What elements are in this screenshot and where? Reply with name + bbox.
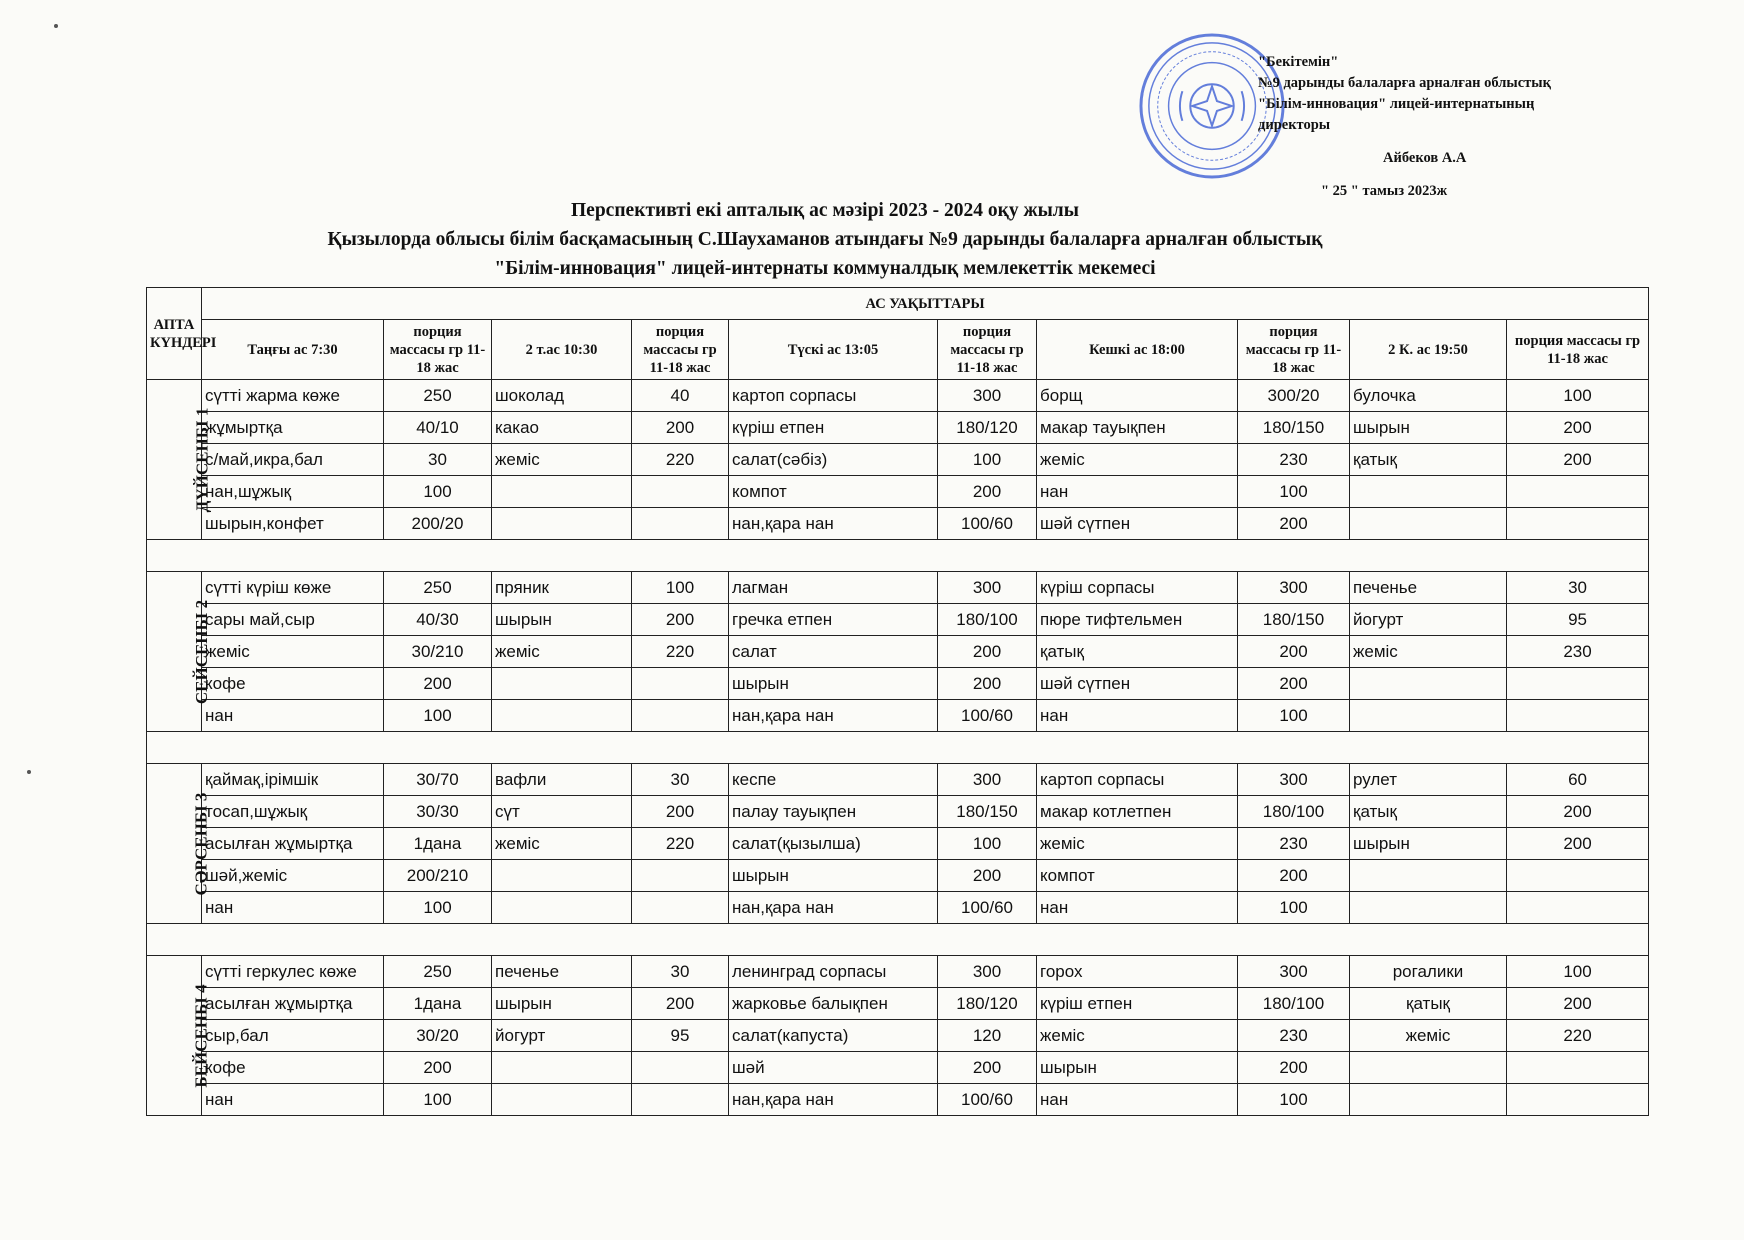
portion-cell: 100/60: [938, 1084, 1037, 1116]
portion-cell: [1507, 668, 1649, 700]
portion-cell: 100: [1238, 892, 1350, 924]
table-row: [147, 1052, 1649, 1084]
portion-cell: 200: [1238, 860, 1350, 892]
dish-cell: рогалики: [1350, 956, 1507, 988]
day-separator-row: [147, 924, 1649, 956]
portion-cell: 180/100: [1238, 988, 1350, 1020]
dish-cell: ленинград сорпасы: [729, 956, 938, 988]
portion-cell: 40/10: [384, 412, 492, 444]
dish-cell: [492, 892, 632, 924]
portion-cell: 200: [1507, 444, 1649, 476]
scan-speck: [54, 24, 58, 28]
portion-header: порция массасы гр 11-18 жас: [1507, 320, 1649, 380]
dish-cell: нан,қара нан: [729, 892, 938, 924]
portion-cell: 250: [384, 380, 492, 412]
portion-cell: 250: [384, 572, 492, 604]
portion-cell: 300: [938, 764, 1037, 796]
table-row: [147, 860, 1649, 892]
dish-cell: борщ: [1037, 380, 1238, 412]
dish-cell: жеміс: [1037, 1020, 1238, 1052]
portion-cell: [632, 892, 729, 924]
dish-cell: сыр,бал: [202, 1020, 384, 1052]
meal-time-header: Кешкі ас 18:00: [1037, 320, 1238, 380]
approval-block: [1258, 52, 1678, 202]
portion-cell: 200: [1507, 988, 1649, 1020]
table-row: [147, 1020, 1649, 1052]
dish-cell: шырын: [1037, 1052, 1238, 1084]
portion-cell: 300: [938, 572, 1037, 604]
approval-institution: №9 дарынды балаларға арналған облыстық: [1258, 75, 1551, 91]
dish-cell: жеміс: [1350, 1020, 1507, 1052]
portion-cell: 100: [384, 476, 492, 508]
dish-cell: сүт: [492, 796, 632, 828]
dish-cell: [1350, 1052, 1507, 1084]
dish-cell: [492, 476, 632, 508]
portion-cell: 300: [1238, 572, 1350, 604]
portion-cell: 100: [938, 444, 1037, 476]
dish-cell: [1350, 668, 1507, 700]
dish-cell: салат(капуста): [729, 1020, 938, 1052]
portion-cell: [1507, 700, 1649, 732]
portion-cell: 30/210: [384, 636, 492, 668]
scan-speck: [27, 770, 31, 774]
dish-cell: лагман: [729, 572, 938, 604]
dish-cell: кофе: [202, 1052, 384, 1084]
portion-cell: 200: [1507, 828, 1649, 860]
portion-cell: 220: [632, 444, 729, 476]
dish-cell: [1350, 700, 1507, 732]
day-label-cell: [147, 380, 212, 540]
dish-cell: жеміс: [492, 636, 632, 668]
dish-cell: жеміс: [1037, 828, 1238, 860]
title-line-3: "Білім-инновация" лицей-интернаты коммуналдық мемлекеттік мекемесі: [494, 258, 1156, 279]
portion-cell: 1дана: [384, 988, 492, 1020]
portion-cell: 100: [1238, 476, 1350, 508]
portion-cell: 100: [384, 700, 492, 732]
dish-cell: шырын: [492, 988, 632, 1020]
dish-cell: [492, 700, 632, 732]
dish-cell: салат: [729, 636, 938, 668]
portion-cell: 200/20: [384, 508, 492, 540]
dish-cell: нан,қара нан: [729, 508, 938, 540]
dish-cell: печенье: [492, 956, 632, 988]
portion-cell: 200: [1238, 508, 1350, 540]
portion-cell: [632, 668, 729, 700]
portion-cell: 1дана: [384, 828, 492, 860]
dish-cell: палау тауықпен: [729, 796, 938, 828]
dish-cell: макар тауықпен: [1037, 412, 1238, 444]
portion-header: порция массасы гр 11-18 жас: [632, 320, 729, 380]
portion-cell: 100/60: [938, 892, 1037, 924]
dish-cell: асылған жұмыртқа: [202, 988, 384, 1020]
table-row: [147, 828, 1649, 860]
dish-cell: нан: [202, 700, 384, 732]
portion-cell: 200: [938, 668, 1037, 700]
portion-cell: 40: [632, 380, 729, 412]
dish-cell: тосап,шұжық: [202, 796, 384, 828]
dish-cell: пюре тифтельмен: [1037, 604, 1238, 636]
dish-cell: [492, 1052, 632, 1084]
dish-cell: нан: [202, 1084, 384, 1116]
dish-cell: йогурт: [1350, 604, 1507, 636]
portion-cell: 230: [1507, 636, 1649, 668]
dish-cell: күріш етпен: [729, 412, 938, 444]
dish-cell: компот: [729, 476, 938, 508]
title-line-2: Қызылорда облысы білім басқамасының С.Шаухаманов атындағы №9 дарынды балаларға арналған облыстық: [327, 229, 1323, 250]
portion-cell: 95: [632, 1020, 729, 1052]
title-line-1: Перспективті екі апталық ас мәзірі 2023 - 2024 оқу жылы: [571, 200, 1079, 221]
dish-cell: сүтті күріш көже: [202, 572, 384, 604]
table-row: [147, 1084, 1649, 1116]
dish-cell: гречка етпен: [729, 604, 938, 636]
dish-cell: нан,қара нан: [729, 1084, 938, 1116]
portion-cell: 180/150: [938, 796, 1037, 828]
table-row: [147, 636, 1649, 668]
dish-cell: қатық: [1350, 444, 1507, 476]
portion-cell: 200: [632, 988, 729, 1020]
dish-cell: қаймақ,ірімшік: [202, 764, 384, 796]
portion-cell: 200: [384, 668, 492, 700]
dish-cell: сүтті жарма көже: [202, 380, 384, 412]
portion-cell: 220: [632, 828, 729, 860]
dish-cell: [492, 1084, 632, 1116]
portion-cell: [632, 1052, 729, 1084]
dish-cell: нан,шұжық: [202, 476, 384, 508]
day-separator-row: [147, 540, 1649, 572]
approval-position: директоры: [1258, 117, 1331, 133]
dish-cell: салат(қызылша): [729, 828, 938, 860]
dish-cell: печенье: [1350, 572, 1507, 604]
day-label: ДҮЙСЕНБІ 1: [192, 407, 212, 512]
portion-cell: 100: [1238, 1084, 1350, 1116]
dish-cell: шәй,жеміс: [202, 860, 384, 892]
dish-cell: жұмыртқа: [202, 412, 384, 444]
table-row: [147, 668, 1649, 700]
portion-cell: [1507, 476, 1649, 508]
portion-cell: 180/120: [938, 412, 1037, 444]
dish-cell: картоп сорпасы: [1037, 764, 1238, 796]
portion-cell: 180/150: [1238, 604, 1350, 636]
dish-cell: сүтті геркулес көже: [202, 956, 384, 988]
meal-time-header: 2 К. ас 19:50: [1350, 320, 1507, 380]
portion-cell: 100: [632, 572, 729, 604]
dish-cell: жеміс: [492, 828, 632, 860]
dish-cell: күріш сорпасы: [1037, 572, 1238, 604]
table-row: [147, 380, 1649, 412]
dish-cell: жеміс: [202, 636, 384, 668]
dish-cell: шәй: [729, 1052, 938, 1084]
dish-cell: қатық: [1037, 636, 1238, 668]
approval-heading: "Бекітемін": [1258, 54, 1339, 70]
portion-cell: 100: [384, 1084, 492, 1116]
portion-cell: 100: [938, 828, 1037, 860]
document-title: [140, 196, 1510, 283]
dish-cell: [1350, 860, 1507, 892]
dish-cell: жеміс: [492, 444, 632, 476]
portion-cell: 100: [1507, 380, 1649, 412]
dish-cell: шәй сүтпен: [1037, 508, 1238, 540]
dish-cell: шырын,конфет: [202, 508, 384, 540]
table-row: [147, 988, 1649, 1020]
portion-cell: 60: [1507, 764, 1649, 796]
dish-cell: компот: [1037, 860, 1238, 892]
portion-cell: [632, 700, 729, 732]
portion-cell: 200: [1238, 1052, 1350, 1084]
menu-table: [146, 287, 1649, 1116]
portion-cell: 200: [632, 412, 729, 444]
portion-cell: 230: [1238, 444, 1350, 476]
portion-cell: 30: [632, 956, 729, 988]
table-row: [147, 508, 1649, 540]
portion-cell: 30: [632, 764, 729, 796]
dish-cell: шырын: [1350, 828, 1507, 860]
meal-time-header: Түскі ас 13:05: [729, 320, 938, 380]
portion-cell: [632, 1084, 729, 1116]
approval-signatory: Айбеков А.А: [1383, 150, 1467, 166]
dish-cell: [1350, 508, 1507, 540]
day-label-cell: [147, 956, 211, 1116]
portion-cell: 200: [384, 1052, 492, 1084]
day-column-header: АПТА КҮНДЕРІ: [147, 288, 202, 380]
day-label: БЕЙСЕНБІ 4: [191, 983, 211, 1088]
dish-cell: нан: [1037, 700, 1238, 732]
dish-cell: [492, 508, 632, 540]
portion-cell: 200: [632, 604, 729, 636]
dish-cell: булочка: [1350, 380, 1507, 412]
day-label: СӘРСЕНБІ 3: [191, 792, 211, 895]
dish-cell: жарковье балықпен: [729, 988, 938, 1020]
portion-cell: 200: [938, 860, 1037, 892]
portion-cell: 100/60: [938, 508, 1037, 540]
portion-cell: 30/70: [384, 764, 492, 796]
portion-cell: 230: [1238, 828, 1350, 860]
portion-header: порция массасы гр 11-18 жас: [384, 320, 492, 380]
table-row: [147, 476, 1649, 508]
dish-cell: шырын: [1350, 412, 1507, 444]
dish-cell: нан: [1037, 1084, 1238, 1116]
portion-cell: 200: [1238, 668, 1350, 700]
dish-cell: [1350, 1084, 1507, 1116]
dish-cell: с/май,икра,бал: [202, 444, 384, 476]
dish-cell: асылған жұмыртқа: [202, 828, 384, 860]
portion-cell: [632, 476, 729, 508]
portion-cell: 250: [384, 956, 492, 988]
portion-cell: [1507, 508, 1649, 540]
portion-cell: 30/30: [384, 796, 492, 828]
dish-cell: сары май,сыр: [202, 604, 384, 636]
portion-cell: [632, 508, 729, 540]
portion-cell: 220: [632, 636, 729, 668]
table-row: [147, 956, 1649, 988]
dish-cell: нан,қара нан: [729, 700, 938, 732]
portion-cell: 30: [384, 444, 492, 476]
portion-cell: [1507, 860, 1649, 892]
table-row: [147, 892, 1649, 924]
dish-cell: шырын: [729, 668, 938, 700]
dish-cell: жеміс: [1350, 636, 1507, 668]
portion-cell: 200: [938, 1052, 1037, 1084]
portion-cell: 180/100: [1238, 796, 1350, 828]
portion-header: порция массасы гр 11-18 жас: [938, 320, 1037, 380]
dish-cell: қатық: [1350, 796, 1507, 828]
dish-cell: салат(сәбіз): [729, 444, 938, 476]
portion-cell: 100: [1238, 700, 1350, 732]
dish-cell: какао: [492, 412, 632, 444]
day-label-cell: [147, 764, 211, 924]
portion-cell: 300: [938, 380, 1037, 412]
dish-cell: жеміс: [1037, 444, 1238, 476]
table-row: [147, 700, 1649, 732]
portion-cell: 220: [1507, 1020, 1649, 1052]
table-row: [147, 764, 1649, 796]
portion-header: порция массасы гр 11-18 жас: [1238, 320, 1350, 380]
meal-time-header: 2 т.ас 10:30: [492, 320, 632, 380]
dish-cell: рулет: [1350, 764, 1507, 796]
table-row: [147, 444, 1649, 476]
dish-cell: қатық: [1350, 988, 1507, 1020]
dish-cell: картоп сорпасы: [729, 380, 938, 412]
dish-cell: кеспе: [729, 764, 938, 796]
portion-cell: 30/20: [384, 1020, 492, 1052]
portion-cell: 200: [938, 636, 1037, 668]
dish-cell: нан: [202, 892, 384, 924]
portion-cell: 180/100: [938, 604, 1037, 636]
dish-cell: [492, 860, 632, 892]
table-row: [147, 796, 1649, 828]
day-label-cell: [147, 572, 212, 732]
dish-cell: шырын: [729, 860, 938, 892]
day-label: СЕЙСЕНБІ 2: [192, 599, 212, 704]
portion-cell: [1507, 1084, 1649, 1116]
dish-cell: нан: [1037, 476, 1238, 508]
dish-cell: макар котлетпен: [1037, 796, 1238, 828]
portion-cell: 30: [1507, 572, 1649, 604]
dish-cell: [492, 668, 632, 700]
portion-cell: 200: [1507, 412, 1649, 444]
dish-cell: вафли: [492, 764, 632, 796]
portion-cell: 300/20: [1238, 380, 1350, 412]
portion-cell: [632, 860, 729, 892]
dish-cell: [1350, 476, 1507, 508]
portion-cell: 200: [938, 476, 1037, 508]
dish-cell: күріш етпен: [1037, 988, 1238, 1020]
portion-cell: 180/150: [1238, 412, 1350, 444]
table-row: [147, 412, 1649, 444]
portion-cell: [1507, 1052, 1649, 1084]
portion-cell: 300: [1238, 956, 1350, 988]
dish-cell: йогурт: [492, 1020, 632, 1052]
portion-cell: 180/120: [938, 988, 1037, 1020]
portion-cell: 100/60: [938, 700, 1037, 732]
dish-cell: шырын: [492, 604, 632, 636]
portion-cell: 300: [1238, 764, 1350, 796]
portion-cell: 300: [938, 956, 1037, 988]
dish-cell: [1350, 892, 1507, 924]
day-separator-row: [147, 732, 1649, 764]
portion-cell: 100: [384, 892, 492, 924]
approval-institution-name: "Білім-инновация" лицей-интернатының: [1258, 96, 1535, 112]
approval-date: " 25 " тамыз 2023ж: [1321, 183, 1448, 199]
dish-cell: пряник: [492, 572, 632, 604]
meal-time-header: Таңғы ас 7:30: [202, 320, 384, 380]
portion-cell: [1507, 892, 1649, 924]
dish-cell: горох: [1037, 956, 1238, 988]
meal-times-header: АС УАҚЫТТАРЫ: [202, 288, 1649, 320]
dish-cell: нан: [1037, 892, 1238, 924]
portion-cell: 120: [938, 1020, 1037, 1052]
table-row: [147, 604, 1649, 636]
dish-cell: шоколад: [492, 380, 632, 412]
dish-cell: шәй сүтпен: [1037, 668, 1238, 700]
portion-cell: 95: [1507, 604, 1649, 636]
dish-cell: кофе: [202, 668, 384, 700]
portion-cell: 200: [1507, 796, 1649, 828]
table-row: [147, 572, 1649, 604]
portion-cell: 230: [1238, 1020, 1350, 1052]
portion-cell: 40/30: [384, 604, 492, 636]
portion-cell: 100: [1507, 956, 1649, 988]
portion-cell: 200: [632, 796, 729, 828]
portion-cell: 200: [1238, 636, 1350, 668]
portion-cell: 200/210: [384, 860, 492, 892]
